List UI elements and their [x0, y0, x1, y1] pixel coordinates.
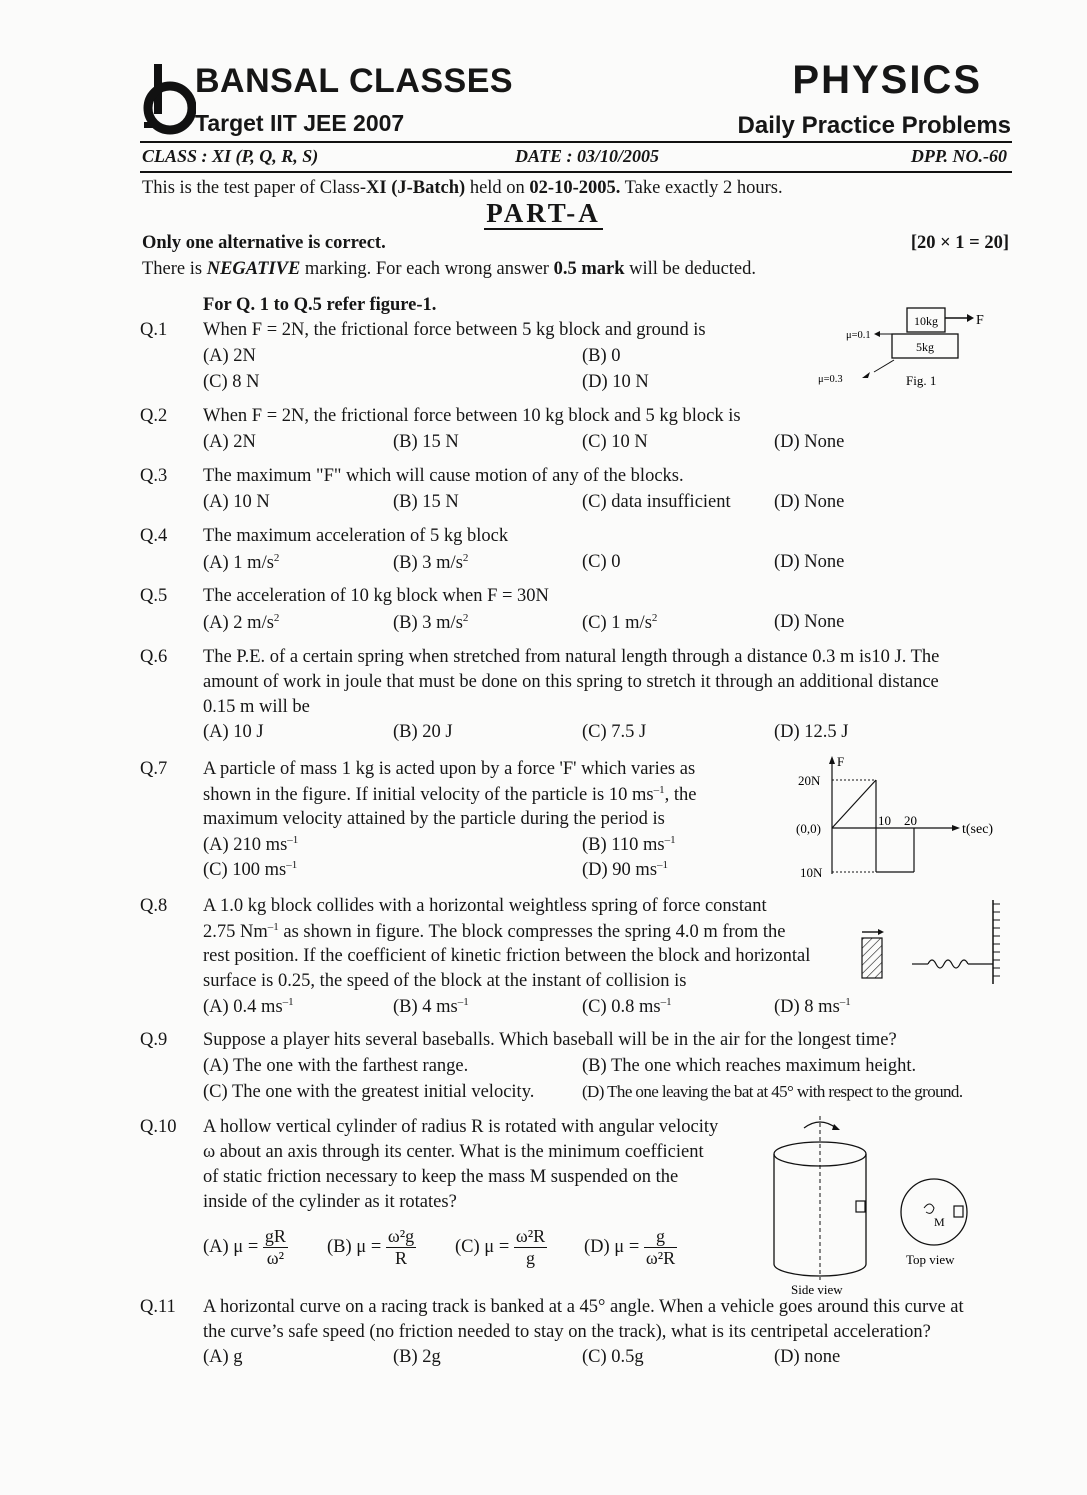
f-axis-label: F	[837, 754, 845, 769]
q8-text-line3: rest position. If the coefficient of kinetic friction between the block and horizontal	[203, 946, 811, 966]
only-one-correct: Only one alternative is correct.	[142, 233, 386, 253]
q7-text-line1: A particle of mass 1 kg is acted upon by a force 'F' which varies as	[203, 759, 696, 779]
q7-number: Q.7	[140, 759, 168, 779]
q4-text: The maximum acceleration of 5 kg block	[203, 526, 509, 546]
q11-text-line2: the curve’s safe speed (no friction needed to stay on the track), what is its centripetal acceleration?	[203, 1322, 931, 1342]
q6-option-d[interactable]: (D) 12.5 J	[774, 722, 849, 742]
q2-number: Q.2	[140, 406, 168, 426]
block-5kg-label: 5kg	[916, 340, 934, 354]
header-rule-bottom	[140, 171, 1012, 173]
class-info: CLASS : XI (P, Q, R, S)	[142, 146, 319, 166]
subject-title: PHYSICS	[792, 58, 982, 102]
q2-option-d[interactable]: (D) None	[774, 432, 845, 452]
q2-option-c[interactable]: (C) 10 N	[582, 432, 648, 452]
target-line: Target IIT JEE 2007	[195, 110, 405, 136]
q6-option-b[interactable]: (B) 20 J	[393, 722, 453, 742]
q9-option-d[interactable]: (D) The one leaving the bat at 45° with respect to the ground.	[582, 1082, 963, 1101]
brand-name: BANSAL CLASSES	[195, 62, 514, 100]
q10-number: Q.10	[140, 1117, 177, 1137]
mu-top-label: μ=0.1	[846, 330, 871, 341]
q5-option-d[interactable]: (D) None	[774, 612, 845, 632]
q9-text: Suppose a player hits several baseballs. Which baseball will be in the air for the longest time?	[203, 1030, 897, 1050]
q1-option-d[interactable]: (D) 10 N	[582, 372, 649, 392]
q3-number: Q.3	[140, 466, 168, 486]
refer-figure: For Q. 1 to Q.5 refer figure-1.	[203, 295, 437, 315]
q5-option-b[interactable]: (B) 3 $m/s^2$	[393, 612, 469, 634]
q2-option-b[interactable]: (B) 15 N	[393, 432, 459, 452]
q4-option-a[interactable]: (A) 1 $m/s^2$	[203, 552, 280, 574]
q11-option-c[interactable]: (C) 0.5g	[582, 1347, 644, 1367]
top-view-caption: Top view	[906, 1252, 955, 1267]
series-title: Daily Practice Problems	[737, 112, 1011, 139]
q8-option-b[interactable]: (B) 4 $ms^{-1}$	[393, 996, 469, 1018]
q6-number: Q.6	[140, 647, 168, 667]
q1-text: When F = 2N, the frictional force between 5 kg block and ground is	[203, 320, 706, 340]
q10-text-line2: ω about an axis through its center. What is the minimum coefficient	[203, 1142, 704, 1162]
force-label: F	[976, 313, 984, 328]
q4-option-d[interactable]: (D) None	[774, 552, 845, 572]
date: DATE : 03/10/2005	[515, 146, 660, 166]
q5-option-a[interactable]: (A) 2 $m/s^2$	[203, 612, 280, 634]
q7-option-d[interactable]: (D) 90 $ms^{-1}$	[582, 859, 669, 881]
q3-option-a[interactable]: (A) 10 N	[203, 492, 270, 512]
q10-text-line1: A hollow vertical cylinder of radius R is rotated with angular velocity	[203, 1117, 719, 1137]
q7-text-line3: maximum velocity attained by the particle during the period is	[203, 809, 665, 829]
q3-option-b[interactable]: (B) 15 N	[393, 492, 459, 512]
tick-20: 20	[904, 813, 917, 828]
t-axis-label: t(sec)	[962, 822, 994, 837]
marks-scheme: [20 × 1 = 20]	[910, 233, 1009, 253]
figure-q10-cylinder	[766, 1112, 996, 1300]
force-ramp	[832, 780, 876, 828]
q7-option-b[interactable]: (B) 110 $ms^{-1}$	[582, 834, 676, 856]
block-10kg-label: 10kg	[914, 314, 938, 328]
mass-label: M	[934, 1215, 945, 1229]
header-rule-top	[140, 141, 1012, 143]
q9-option-c[interactable]: (C) The one with the greatest initial velocity.	[203, 1082, 535, 1102]
dpp-number: DPP. NO.-60	[910, 146, 1007, 166]
q5-text: The acceleration of 10 kg block when F = 30N	[203, 586, 549, 606]
q7-text-line2: shown in the figure. If initial velocity of the particle is 10 $ms^{-1}$, the	[203, 784, 697, 806]
q6-option-a[interactable]: (A) 10 J	[203, 722, 264, 742]
q8-option-c[interactable]: (C) 0.8 $ms^{-1}$	[582, 996, 672, 1018]
q10-text-line3: of static friction necessary to keep the mass M suspended on the	[203, 1167, 679, 1187]
tick-10: 10	[878, 813, 891, 828]
q3-option-c[interactable]: (C) data insufficient	[582, 492, 731, 512]
q6-text-line3: 0.15 m will be	[203, 697, 310, 717]
q10-option-c[interactable]: (C) μ = $\frac{\text{ω²R}}{g}$	[455, 1226, 546, 1268]
q7-option-a[interactable]: (A) 210 $ms^{-1}$	[203, 834, 299, 856]
q6-text-line2: amount of work in joule that must be done on this spring to stretch it through an additional distance	[203, 672, 939, 692]
q4-option-c[interactable]: (C) 0	[582, 552, 621, 572]
q11-option-d[interactable]: (D) none	[774, 1347, 841, 1367]
figure-q8-spring	[850, 892, 1010, 992]
q6-option-c[interactable]: (C) 7.5 J	[582, 722, 647, 742]
block	[862, 938, 882, 978]
mu-bottom-label: μ=0.3	[818, 374, 843, 385]
q8-option-d[interactable]: (D) 8 $ms^{-1}$	[774, 996, 851, 1018]
q6-text-line1: The P.E. of a certain spring when stretched from natural length through a distance 0.3 m is10 J. The	[203, 647, 940, 667]
q10-text-line4: inside of the cylinder as it rotates?	[203, 1192, 457, 1212]
f-max-label: 20N	[798, 773, 821, 788]
q11-text-line1: A horizontal curve on a racing track is banked at a 45° angle. When a vehicle goes around this curve at	[203, 1297, 964, 1317]
q1-option-c[interactable]: (C) 8 N	[203, 372, 260, 392]
q7-option-c[interactable]: (C) 100 $ms^{-1}$	[203, 859, 298, 881]
negative-marking: There is NEGATIVE marking. For each wrong answer 0.5 mark will be deducted.	[142, 259, 757, 279]
intro-line: This is the test paper of Class-XI (J-Batch) held on 02-10-2005. Take exactly 2 hours.	[142, 178, 783, 198]
q1-number: Q.1	[140, 320, 168, 340]
q5-number: Q.5	[140, 586, 168, 606]
q8-option-a[interactable]: (A) 0.4 $ms^{-1}$	[203, 996, 294, 1018]
q9-option-a[interactable]: (A) The one with the farthest range.	[203, 1056, 469, 1076]
f-min-label: 10N	[800, 865, 823, 880]
q10-option-a[interactable]: (A) μ = $\frac{gR}{\text{ω²}}$	[203, 1226, 286, 1268]
q4-option-b[interactable]: (B) 3 $m/s^2$	[393, 552, 469, 574]
q11-option-a[interactable]: (A) g	[203, 1347, 243, 1367]
q3-option-d[interactable]: (D) None	[774, 492, 845, 512]
top-view-circle	[901, 1179, 967, 1245]
q8-number: Q.8	[140, 896, 168, 916]
q1-option-b[interactable]: (B) 0	[582, 346, 621, 366]
q8-text-line4: surface is 0.25, the speed of the block at the instant of collision is	[203, 971, 687, 991]
q11-number: Q.11	[140, 1297, 176, 1317]
mass-side	[856, 1201, 865, 1212]
q4-number: Q.4	[140, 526, 168, 546]
q10-option-b[interactable]: (B) μ = $\frac{\text{ω²g}}{R}$	[327, 1226, 415, 1268]
q8-text-line2: 2.75 $Nm^{-1}$ as shown in figure. The block compresses the spring 4.0 m from the	[203, 921, 786, 943]
spring	[928, 960, 968, 968]
q8-text-line1: A 1.0 kg block collides with a horizontal weightless spring of force constant	[203, 896, 767, 916]
q5-option-c[interactable]: (C) 1 $m/s^2$	[582, 612, 658, 634]
part-title: PART-A	[486, 198, 601, 228]
q1-option-a[interactable]: (A) 2N	[203, 346, 256, 366]
side-view-caption: Side view	[791, 1282, 843, 1297]
figure-q7-force-graph	[792, 752, 997, 882]
q11-option-b[interactable]: (B) 2g	[393, 1347, 441, 1367]
fig1-caption: Fig. 1	[906, 373, 937, 388]
q9-option-b[interactable]: (B) The one which reaches maximum height.	[582, 1056, 917, 1076]
q2-text: When F = 2N, the frictional force between 10 kg block and 5 kg block is	[203, 406, 741, 426]
figure-1-blocks	[812, 300, 992, 392]
q9-number: Q.9	[140, 1030, 168, 1050]
mass-top	[954, 1206, 963, 1217]
q2-option-a[interactable]: (A) 2N	[203, 432, 256, 452]
q3-text: The maximum "F" which will cause motion of any of the blocks.	[203, 466, 684, 486]
bansal-logo	[140, 60, 196, 138]
origin-label: (0,0)	[796, 821, 821, 836]
q10-option-d[interactable]: (D) μ = $\frac{g}{\text{ω²R}}$	[584, 1226, 676, 1268]
